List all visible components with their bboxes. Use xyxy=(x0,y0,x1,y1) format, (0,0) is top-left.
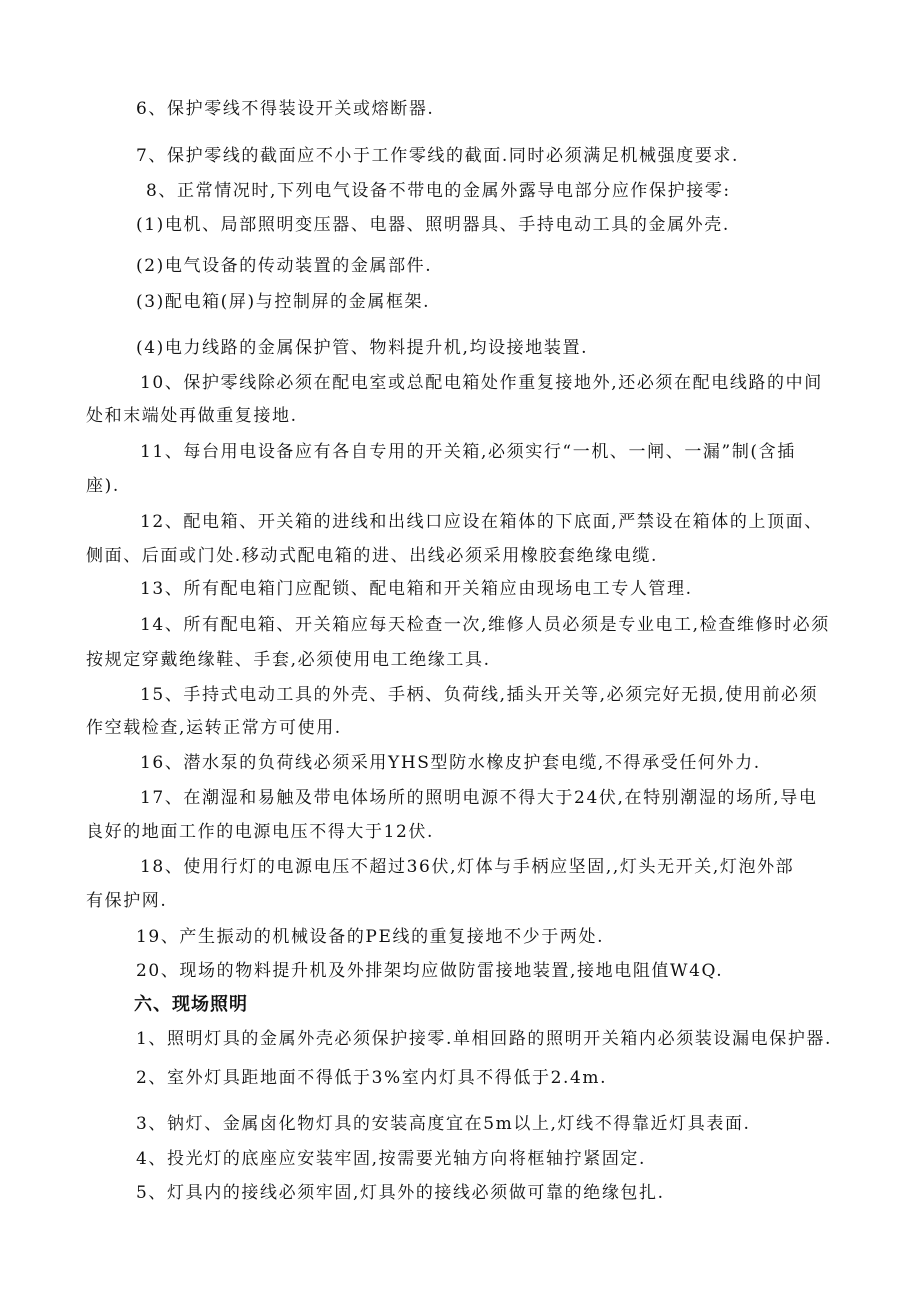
line-item-18-a: 18、使用行灯的电源电压不超过36伏,灯体与手柄应坚固,,灯头无开关,灯泡外部 xyxy=(140,857,795,877)
line-item-10-a: 10、保护零线除必须在配电室或总配电箱处作重复接地外,还必须在配电线路的中间 xyxy=(140,373,823,393)
line-item-13: 13、所有配电箱门应配锁、配电箱和开关箱应由现场电工专人管理. xyxy=(140,579,693,599)
section-heading-lighting: 六、现场照明 xyxy=(134,994,248,1015)
line-subitem-2: (2)电气设备的传动装置的金属部件. xyxy=(136,256,433,276)
line-lighting-4: 4、投光灯的底座应安装牢固,按需要光轴方向将框轴拧紧固定. xyxy=(136,1149,647,1169)
line-lighting-1: 1、照明灯具的金属外壳必须保护接零.单相回路的照明开关箱内必须装设漏电保护器. xyxy=(136,1029,833,1049)
line-subitem-4: (4)电力线路的金属保护管、物料提升机,均设接地装置. xyxy=(136,338,589,358)
line-item-16: 16、潜水泵的负荷线必须采用YHS型防水橡皮护套电缆,不得承受任何外力. xyxy=(140,753,761,773)
line-item-17-a: 17、在潮湿和易触及带电体场所的照明电源不得大于24伏,在特别潮湿的场所,导电 xyxy=(140,788,818,808)
line-item-14-b: 按规定穿戴绝缘鞋、手套,必须使用电工绝缘工具. xyxy=(86,650,491,670)
line-item-15-b: 作空载检查,运转正常方可使用. xyxy=(86,718,342,738)
line-lighting-3: 3、钠灯、金属卤化物灯具的安装高度宜在5m以上,灯线不得靠近灯具表面. xyxy=(136,1114,751,1134)
line-item-8: 8、正常情况时,下列电气设备不带电的金属外露导电部分应作保护接零: xyxy=(146,181,731,201)
line-subitem-1: (1)电机、局部照明变压器、电器、照明器具、手持电动工具的金属外壳. xyxy=(136,215,730,235)
line-item-12-b: 侧面、后面或门处.移动式配电箱的进、出线必须采用橡胶套绝缘电缆. xyxy=(86,546,659,566)
line-item-7: 7、保护零线的截面应不小于工作零线的截面.同时必须满足机械强度要求. xyxy=(136,146,740,166)
line-lighting-5: 5、灯具内的接线必须牢固,灯具外的接线必须做可靠的绝缘包扎. xyxy=(136,1183,665,1203)
line-lighting-2: 2、室外灯具距地面不得低于3%室内灯具不得低于2.4m. xyxy=(136,1068,608,1088)
line-item-14-a: 14、所有配电箱、开关箱应每天检查一次,维修人员必须是专业电工,检查维修时必须 xyxy=(140,615,830,635)
line-item-17-b: 良好的地面工作的电源电压不得大于12伏. xyxy=(86,822,435,842)
line-item-18-b: 有保护网. xyxy=(86,891,168,911)
line-item-11-b: 座). xyxy=(86,476,120,496)
line-item-6: 6、保护零线不得装设开关或熔断器. xyxy=(136,99,435,119)
line-item-11-a: 11、每台用电设备应有各自专用的开关箱,必须实行“一机、一闸、一漏”制(含插 xyxy=(140,442,796,462)
line-item-12-a: 12、配电箱、开关箱的进线和出线口应设在箱体的下底面,严禁设在箱体的上顶面、 xyxy=(140,512,823,532)
line-subitem-3: (3)配电箱(屏)与控制屏的金属框架. xyxy=(136,292,431,312)
line-item-15-a: 15、手持式电动工具的外壳、手柄、负荷线,插头开关等,必须完好无损,使用前必须 xyxy=(140,685,819,705)
line-item-19: 19、产生振动的机械设备的PE线的重复接地不少于两处. xyxy=(136,927,605,947)
line-item-20: 20、现场的物料提升机及外排架均应做防雷接地装置,接地电阻值W4Q. xyxy=(136,961,724,981)
line-item-10-b: 处和末端处再做重复接地. xyxy=(86,406,298,426)
